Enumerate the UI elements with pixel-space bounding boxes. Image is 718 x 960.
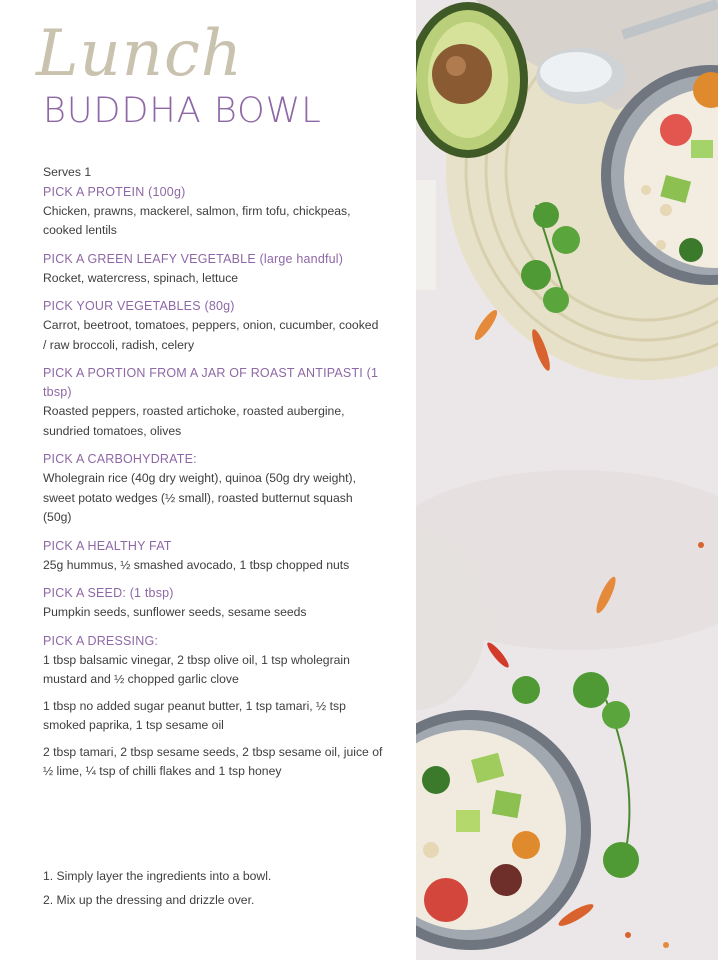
- section-dressing: [43, 632, 383, 782]
- section-green-leafy: [43, 250, 383, 289]
- section-body: Pumpkin seeds, sunflower seeds, sesame seeds: [43, 605, 307, 619]
- section-heading: PICK A PORTION FROM A JAR OF ROAST ANTIPASTI (1 tbsp): [43, 366, 379, 399]
- food-photo-illustration: [416, 0, 718, 960]
- section-heading: PICK A CARBOHYDRATE:: [43, 452, 197, 466]
- section-body: Carrot, beetroot, tomatoes, peppers, onion, cucumber, cooked / raw broccoli, radish, celery: [43, 318, 379, 352]
- section-seed: [43, 584, 383, 623]
- method-step: 2. Mix up the dressing and drizzle over.: [43, 893, 255, 907]
- dressing-option: 1 tbsp no added sugar peanut butter, 1 tsp tamari, ½ tsp smoked paprika, 1 tsp sesame oil: [43, 698, 346, 732]
- section-vegetables: [43, 297, 383, 355]
- method-steps: [43, 864, 383, 912]
- section-protein: [43, 183, 383, 241]
- section-heading: PICK A GREEN LEAFY VEGETABLE (large handful): [43, 251, 344, 266]
- dressing-option: 2 tbsp tamari, 2 tbsp sesame seeds, 2 tbsp sesame oil, juice of ½ lime, ¼ tsp of chilli flakes and 1 tsp honey: [43, 744, 383, 778]
- section-carbohydrate: [43, 450, 383, 528]
- section-body: Rocket, watercress, spinach, lettuce: [43, 270, 239, 285]
- serves-label: Serves 1: [43, 165, 92, 179]
- section-heading: PICK A PROTEIN (100g): [43, 184, 186, 199]
- section-body: Chicken, prawns, mackerel, salmon, firm tofu, chickpeas, cooked lentils: [43, 203, 351, 237]
- method-step: 1. Simply layer the ingredients into a bowl.: [43, 869, 272, 883]
- section-healthy-fat: [43, 537, 383, 576]
- section-antipasti: [43, 364, 383, 441]
- section-heading: PICK A DRESSING:: [43, 633, 159, 648]
- page-title: BUDDHA BOWL: [43, 91, 322, 131]
- title-script: Lunch: [36, 17, 243, 91]
- recipe-content: [43, 163, 383, 791]
- section-heading: PICK A HEALTHY FAT: [43, 538, 172, 553]
- section-body: Wholegrain rice (40g dry weight), quinoa (50g dry weight), sweet potato wedges (½ small), roasted butternut squash (50g): [43, 471, 356, 524]
- section-heading: PICK A SEED: (1 tbsp): [43, 586, 174, 600]
- section-body: 25g hummus, ½ smashed avocado, 1 tbsp chopped nuts: [43, 557, 350, 572]
- section-body: Roasted peppers, roasted artichoke, roasted aubergine, sundried tomatoes, olives: [43, 404, 345, 438]
- section-heading: PICK YOUR VEGETABLES (80g): [43, 299, 235, 313]
- dressing-option: 1 tbsp balsamic vinegar, 2 tbsp olive oil, 1 tsp wholegrain mustard and ½ chopped garlic clove: [43, 652, 350, 686]
- buddha-bowl-photo: [416, 0, 718, 960]
